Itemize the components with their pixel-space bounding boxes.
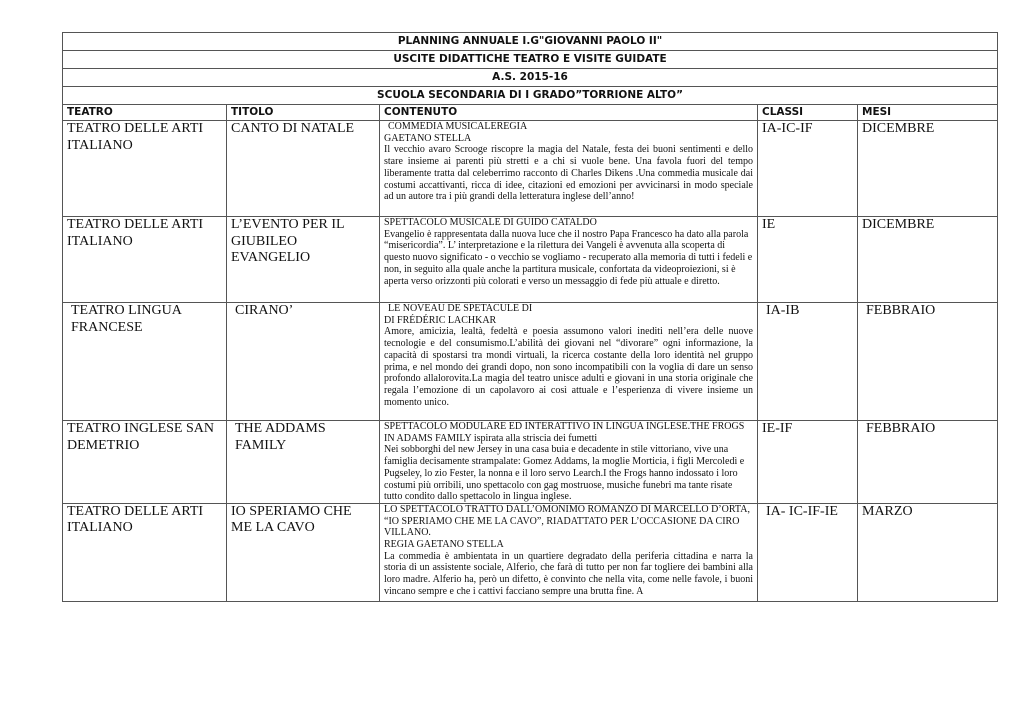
cell-mesi: FEBBRAIO xyxy=(858,303,998,421)
contenuto-lead: SPETTACOLO MUSICALE DI GUIDO CATALDO xyxy=(384,217,597,228)
contenuto-text: La commedia è ambientata in un quartiere degradato della periferia cittadina e narra la storia di un assistente sociale, Alferio, che farà di tutto per non far togliere dei bambini alla loro madre. Alferio ha, però un difetto, è convinto che nella vita, come nelle favole, i buoni vincano sempre e che i cattivi facciano sempre una brutta fine. A xyxy=(384,550,753,597)
column-header-titolo: TITOLO xyxy=(227,105,380,121)
cell-titolo: CANTO DI NATALE xyxy=(227,121,380,217)
cell-contenuto xyxy=(380,421,758,504)
cell-teatro: TEATRO DELLE ARTI ITALIANO xyxy=(63,217,227,303)
column-header-teatro: TEATRO xyxy=(63,105,227,121)
cell-mesi: DICEMBRE xyxy=(858,121,998,217)
cell-titolo: THE ADDAMS FAMILY xyxy=(227,421,380,504)
contenuto-sub: GAETANO STELLA xyxy=(384,132,472,144)
cell-mesi: FEBBRAIO xyxy=(858,421,998,504)
cell-mesi: MARZO xyxy=(858,503,998,601)
cell-titolo: IO SPERIAMO CHE ME LA CAVO xyxy=(227,503,380,601)
cell-teatro: TEATRO INGLESE SAN DEMETRIO xyxy=(63,421,227,504)
cell-classi: IE xyxy=(758,217,858,303)
contenuto-sub: DI FRÉDÉRIC LACHKAR xyxy=(384,314,497,326)
table-row xyxy=(63,503,998,601)
contenuto-text: Nei sobborghi del new Jersey in una casa buia e decadente in stile vittoriano, vive una famiglia decisamente strampalate: Gomez Addams, la moglie Morticia, i figli Mercoledì e Pugseley, lo zio Fester, la nonna e il loro servo Learch.I the Frogs hanno indossato i loro costumi più orribili, uno spettacolo con gag mostruose, musiche funebri ma tante risate tutto condito dallo spettacolo in lingua inglese. xyxy=(384,444,745,503)
contenuto-sub: REGIA GAETANO STELLA xyxy=(384,539,504,551)
document-title: PLANNING ANNUALE I.G"GIOVANNI PAOLO II" xyxy=(63,33,998,51)
school-year: A.S. 2015-16 xyxy=(63,69,998,87)
contenuto-lead: COMMEDIA MUSICALEREGIA xyxy=(388,121,528,132)
cell-mesi: DICEMBRE xyxy=(858,217,998,303)
cell-contenuto xyxy=(380,303,758,421)
contenuto-lead: LO SPETTACOLO TRATTO DALL’OMONIMO ROMANZO DI MARCELLO D’ORTA, “IO SPERIAMO CHE ME LA CAVO”, RIADATTATO PER L’OCCASIONE DA CIRO VILLANO. xyxy=(384,503,750,539)
table-row xyxy=(63,217,998,303)
cell-contenuto xyxy=(380,121,758,217)
cell-classi: IA- IC-IF-IE xyxy=(758,503,858,601)
cell-titolo: L’EVENTO PER IL GIUBILEO EVANGELIO xyxy=(227,217,380,303)
cell-titolo: CIRANO’ xyxy=(227,303,380,421)
table-row xyxy=(63,421,998,504)
table-row xyxy=(63,121,998,217)
cell-classi: IA-IC-IF xyxy=(758,121,858,217)
column-header-contenuto: CONTENUTO xyxy=(380,105,758,121)
contenuto-lead: SPETTACOLO MODULARE ED INTERATTIVO IN LINGUA INGLESE.THE FROGS IN ADAMS FAMILY ispirata alla striscia dei fumetti xyxy=(384,421,745,444)
contenuto-text: Evangelio è rappresentata dalla nuova luce che il nostro Papa Francesco ha dato alla parola “misericordia”. L’ interpretazione e la rilettura dei Vangeli è avvenuta alla scoperta di questo nuovo significato - o vecchio se vogliamo - recuperato alla memoria di tutti i fedeli e non, in seguito alla quale anche la partitura musicale, confortata da videoproiezioni, si è aperta verso orizzonti più colorati e verso un messaggio di fede più attuale e diretto. xyxy=(384,228,753,287)
column-header-mesi: MESI xyxy=(858,105,998,121)
cell-teatro: TEATRO DELLE ARTI ITALIANO xyxy=(63,121,227,217)
contenuto-lead: LE NOVEAU DE SPETACULE DI xyxy=(388,303,533,314)
document-subtitle: USCITE DIDATTICHE TEATRO E VISITE GUIDATE xyxy=(63,51,998,69)
cell-teatro: TEATRO DELLE ARTI ITALIANO xyxy=(63,503,227,601)
cell-teatro: TEATRO LINGUA FRANCESE xyxy=(63,303,227,421)
cell-contenuto xyxy=(380,217,758,303)
cell-classi: IA-IB xyxy=(758,303,858,421)
table-row xyxy=(63,303,998,421)
column-header-row xyxy=(63,105,998,121)
school-name: SCUOLA SECONDARIA DI I GRADO”TORRIONE ALTO” xyxy=(63,87,998,105)
contenuto-text: Amore, amicizia, lealtà, fedeltà e poesia assumono valori inediti nell’era delle nuove tecnologie e del consumismo.L’abilità dei giovani nel “divorare” ogni informazione, la capacità di spostarsi tra mondi virtuali, la ricerca costante della loro identità nel gruppo prima, e nel mondo dei grandi dopo, non sono incompatibili con la voglia di dare un senso profondo allalorovita.La magia del teatro unisce adulti e giovani in una storia originale che regala l’emozione di un capolavoro ai così attuale e l’esperienza di vivere insieme un momento unico. xyxy=(384,326,753,408)
cell-contenuto xyxy=(380,503,758,601)
planning-table xyxy=(62,32,998,602)
contenuto-text: Il vecchio avaro Scrooge riscopre la magia del Natale, festa dei buoni sentimenti e dello stare insieme ai parenti più stretti e a chi si vuole bene. Una favola fuori del tempo liberamente tratta dal celeberrimo racconto di Charles Dikens .Una commedia musicale dai costumi accattivanti, ricca di idee, citazioni ed emozioni per avvicinarsi in modo speciale ad un autore tra i più grandi della letteratura inglese dell’anno! xyxy=(384,144,753,203)
column-header-classi: CLASSI xyxy=(758,105,858,121)
cell-classi: IE-IF xyxy=(758,421,858,504)
